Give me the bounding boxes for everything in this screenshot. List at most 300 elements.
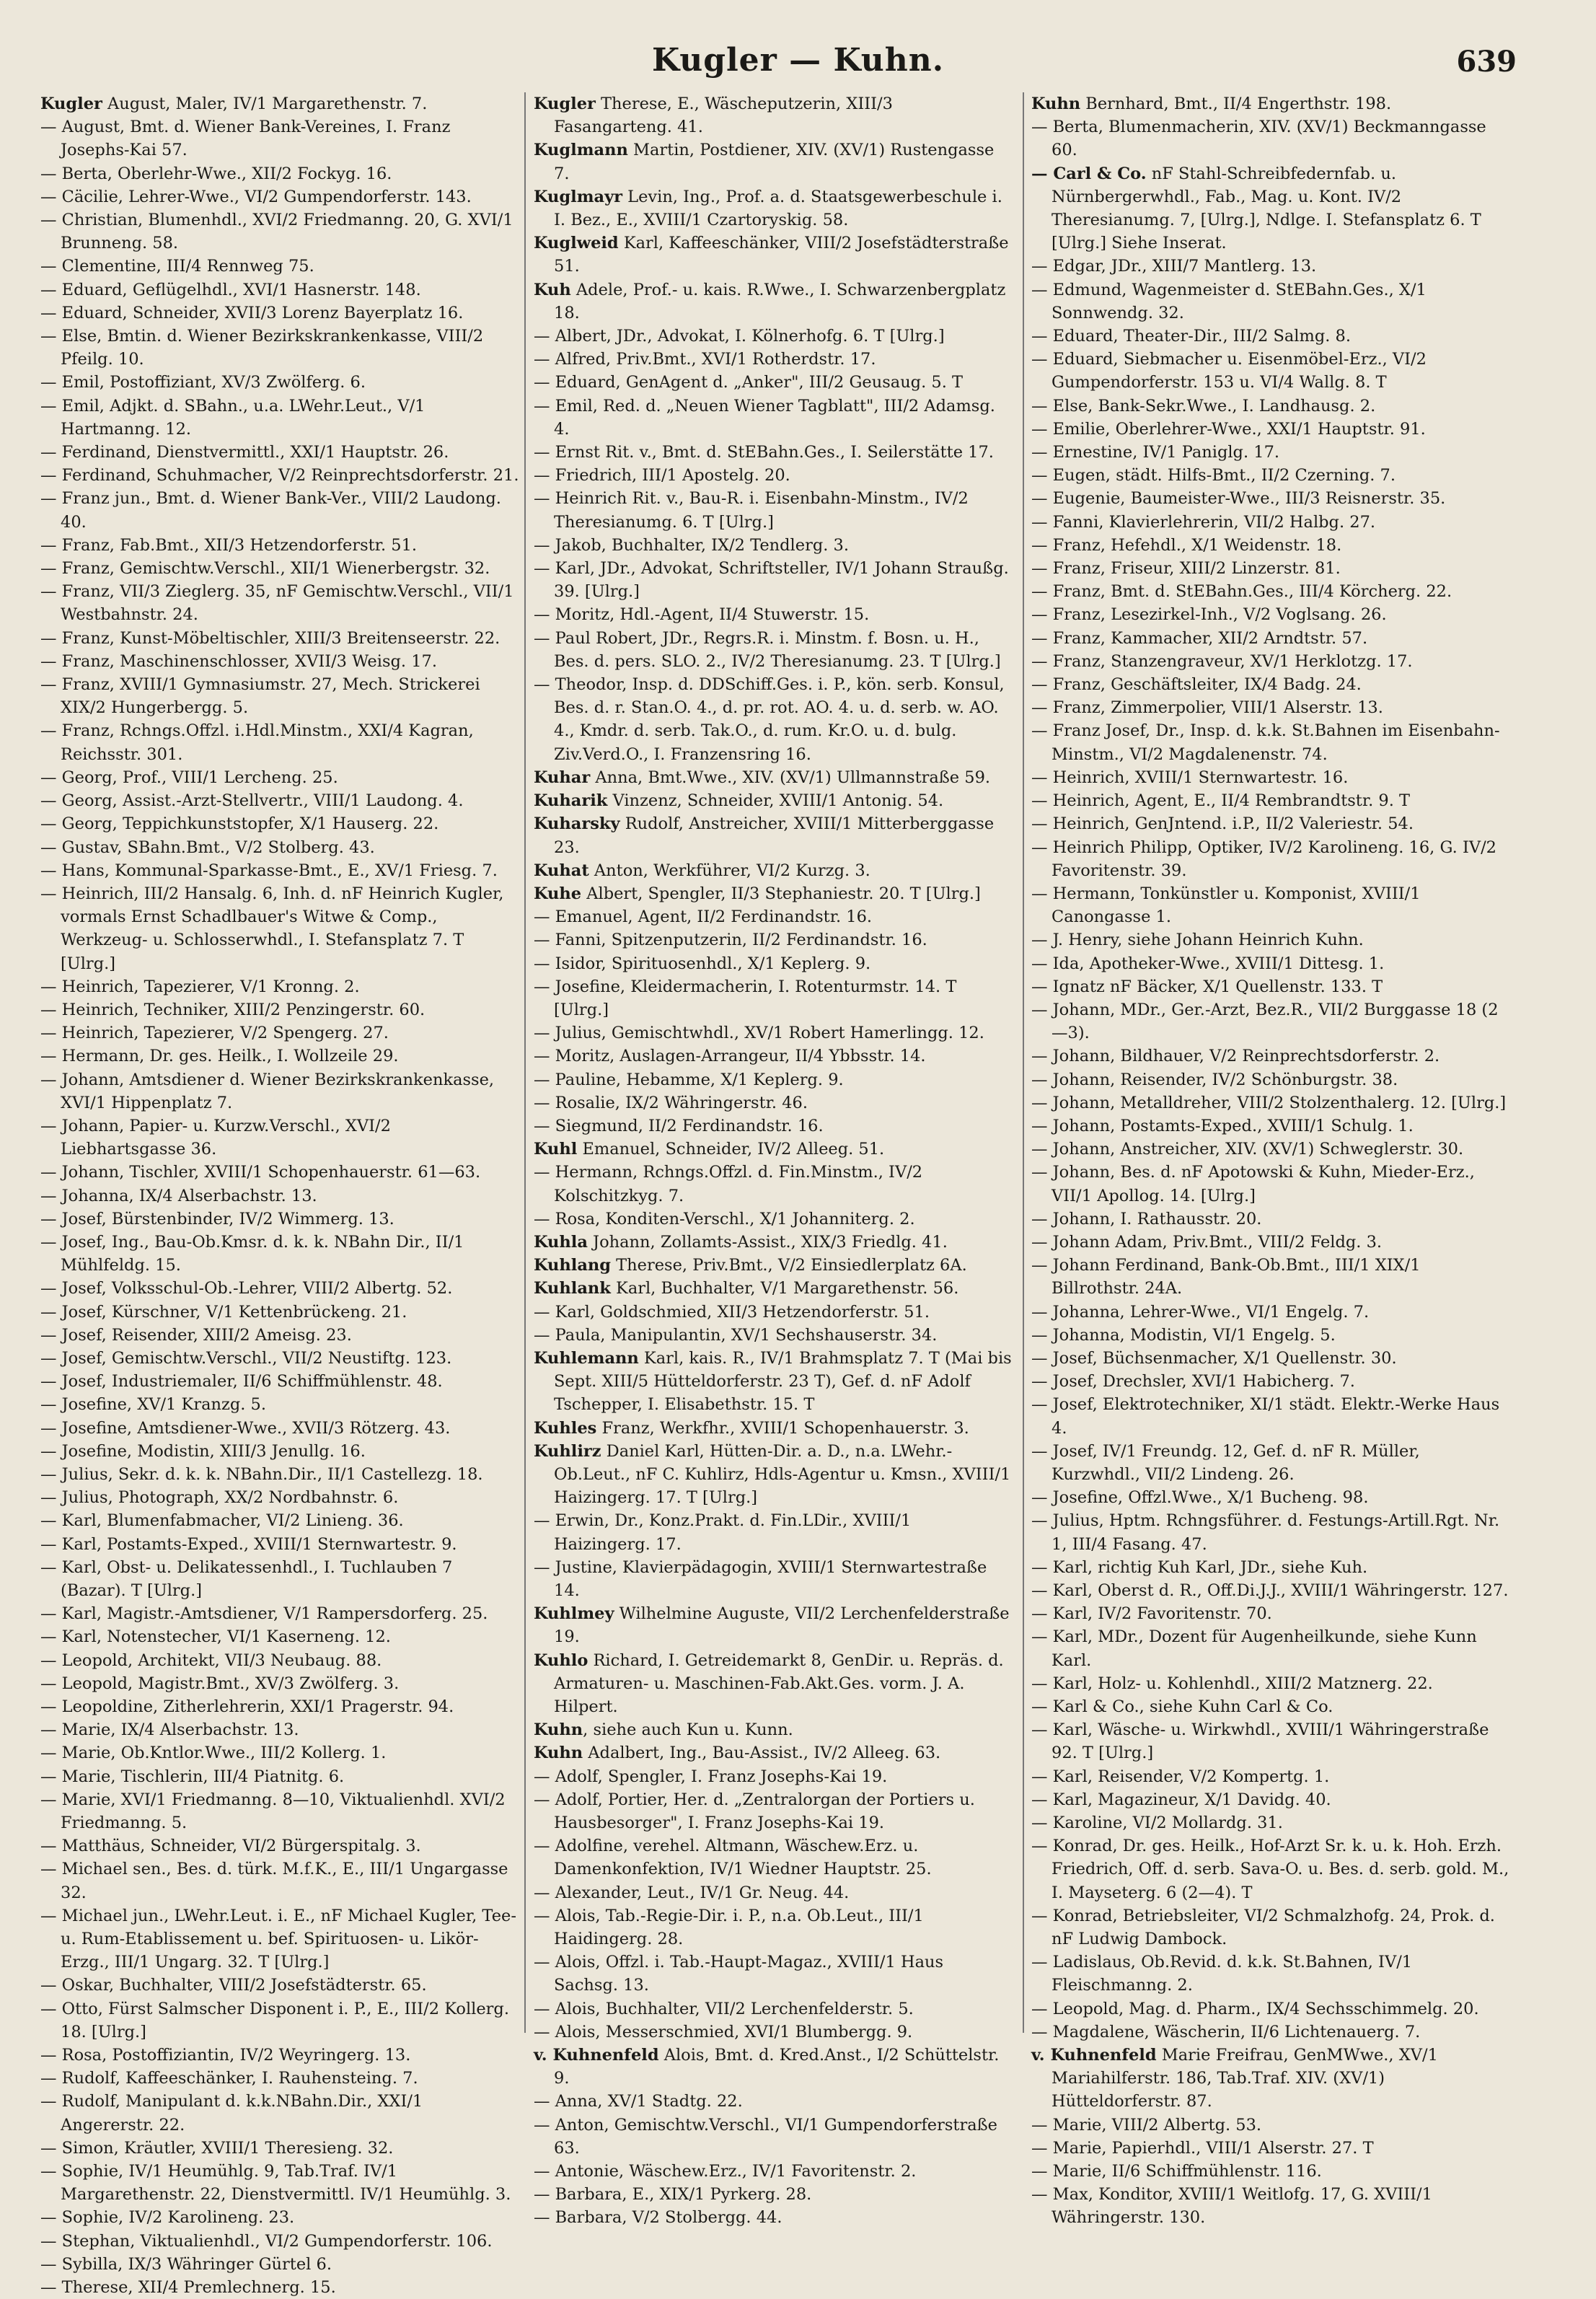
entry-text: — Sophie, IV/2 Karolineng. 23. — [40, 2208, 295, 2228]
entry-text: Adalbert, Ing., Bau-Assist., IV/2 Alleeg. 63. — [583, 1744, 941, 1763]
directory-entry — [534, 2090, 1013, 2113]
directory-entry — [1031, 2044, 1510, 2114]
directory-entry — [40, 162, 519, 185]
entry-text: — Josef, IV/1 Freundg. 12, Gef. d. nF R. Müller, Kurzwhdl., VII/2 Lindeng. 26. — [1031, 1441, 1420, 1484]
directory-entry — [1031, 1254, 1510, 1300]
directory-entry — [40, 278, 519, 302]
directory-entry — [1031, 1579, 1510, 1602]
entry-text: — Gustav, SBahn.Bmt., V/2 Stolberg. 43. — [40, 838, 375, 857]
directory-entry — [1031, 1440, 1510, 1486]
directory-entry — [534, 232, 1013, 278]
entry-text: — Paula, Manipulantin, XV/1 Sechshauserstr. 34. — [534, 1325, 938, 1345]
directory-entry — [534, 859, 1013, 882]
entry-heading: Kuh — [534, 280, 571, 299]
directory-entry — [40, 882, 519, 975]
directory-entry — [1031, 1834, 1510, 1904]
directory-entry — [1031, 975, 1510, 998]
directory-entry — [1031, 441, 1510, 464]
directory-entry — [40, 2230, 519, 2253]
entry-text: — Heinrich, XVIII/1 Sternwartestr. 16. — [1031, 768, 1349, 787]
directory-entry — [1031, 1951, 1510, 1997]
entry-heading: — Carl & Co. — [1031, 164, 1147, 183]
entry-text: — Johanna, Lehrer-Wwe., VI/1 Engelg. 7. — [1031, 1302, 1370, 1322]
entry-text: — Hermann, Tonkünstler u. Komponist, XVIII/1 Canongasse 1. — [1031, 884, 1421, 927]
directory-entry — [40, 1208, 519, 1231]
directory-entry — [1031, 1347, 1510, 1370]
directory-entry — [1031, 1695, 1510, 1718]
directory-entry — [534, 348, 1013, 371]
directory-entry — [534, 1231, 1013, 1254]
directory-entry — [534, 395, 1013, 441]
directory-entry — [534, 1997, 1013, 2021]
entry-text: — Ida, Apotheker-Wwe., XVIII/1 Dittesg. 1. — [1031, 954, 1385, 973]
entry-heading: Kuhlank — [534, 1279, 611, 1298]
directory-entry — [1031, 395, 1510, 418]
directory-entry — [1031, 325, 1510, 348]
directory-entry — [40, 185, 519, 208]
directory-entry — [40, 1858, 519, 1904]
directory-entry — [40, 464, 519, 487]
directory-entry — [40, 1115, 519, 1161]
directory-entry — [534, 1904, 1013, 1951]
entry-text: — Adolfine, verehel. Altmann, Wäschew.Erz. u. Damenkonfektion, IV/1 Wiedner Hauptstr. 25. — [534, 1837, 932, 1879]
directory-entry — [1031, 719, 1510, 765]
column-rule — [1023, 92, 1024, 2033]
directory-entry — [1031, 1115, 1510, 1138]
entry-text: — Barbara, V/2 Stolbergg. 44. — [534, 2208, 782, 2228]
directory-entry — [1031, 627, 1510, 650]
entry-text: — Anton, Gemischtw.Verschl., VI/1 Gumpendorferstraße 63. — [534, 2115, 997, 2158]
directory-entry — [40, 1231, 519, 1277]
entry-heading: v. Kuhnenfeld — [1031, 2046, 1157, 2065]
entry-text: — Johanna, Modistin, VI/1 Engelg. 5. — [1031, 1325, 1336, 1345]
entry-text: — Fanni, Klavierlehrerin, VII/2 Halbg. 27. — [1031, 512, 1376, 532]
entry-text: — Antonie, Wäschew.Erz., IV/1 Favoritenstr. 2. — [534, 2162, 917, 2181]
entry-text: — Marie, IX/4 Alserbachstr. 13. — [40, 1720, 299, 1740]
directory-entry — [1031, 1324, 1510, 1347]
entry-text: Anton, Werkführer, VI/2 Kurzg. 3. — [588, 861, 870, 880]
directory-entry — [1031, 603, 1510, 626]
entry-text: — Georg, Teppichkunststopfer, X/1 Hauserg. 22. — [40, 814, 439, 834]
entry-text: — Karl, Oberst d. R., Off.Di.J.J., XVIII/1 Währingerstr. 127. — [1031, 1581, 1509, 1600]
entry-text: — Else, Bmtin. d. Wiener Bezirkskrankenkasse, VIII/2 Pfeilg. 10. — [40, 327, 484, 369]
directory-entry — [1031, 2021, 1510, 2044]
entry-text: — Karl, Reisender, V/2 Kompertg. 1. — [1031, 1767, 1330, 1786]
directory-entry — [40, 92, 519, 115]
directory-entry — [40, 371, 519, 394]
entry-text: — Josef, Industriemaler, II/6 Schiffmühlenstr. 48. — [40, 1372, 443, 1392]
entry-text: — Hans, Kommunal-Sparkasse-Bmt., E., XV/1 Friesg. 7. — [40, 861, 498, 880]
entry-text: — Ernst Rit. v., Bmt. d. StEBahn.Ges., I. Seilerstätte 17. — [534, 443, 994, 462]
directory-entry — [1031, 1068, 1510, 1091]
entry-text: Wilhelmine Auguste, VII/2 Lerchenfelderstraße 19. — [554, 1604, 1010, 1647]
directory-entry — [534, 1021, 1013, 1045]
directory-entry — [534, 2206, 1013, 2229]
entry-text: — Therese, XII/4 Premlechnerg. 15. — [40, 2278, 336, 2298]
entry-text: — Konrad, Betriebsleiter, VI/2 Schmalzhofg. 24, Prok. d. nF Ludwig Dambock. — [1031, 1906, 1495, 1949]
column-1 — [40, 92, 519, 2299]
entry-text: — Karl, MDr., Dozent für Augenheilkunde, siehe Kunn Karl. — [1031, 1627, 1477, 1670]
entry-text: — Eduard, Geflügelhdl., XVI/1 Hasnerstr. 148. — [40, 280, 421, 299]
entry-text: — Josefine, Offzl.Wwe., X/1 Bucheng. 98. — [1031, 1488, 1369, 1508]
directory-entry — [40, 395, 519, 441]
entry-text: — Johann, Anstreicher, XIV. (XV/1) Schweglerstr. 30. — [1031, 1140, 1464, 1159]
directory-entry — [40, 836, 519, 859]
entry-text: — Josefine, XV/1 Kranzg. 5. — [40, 1395, 267, 1415]
directory-entry — [1031, 1811, 1510, 1834]
entry-text: — Konrad, Dr. ges. Heilk., Hof-Arzt Sr. k. u. k. Hoh. Erzh. Friedrich, Off. d. serb. Sava-O. u. Bes. d. serb. gold. M., I. Mayseterg. 6 (2—4). T — [1031, 1837, 1509, 1902]
directory-entry — [40, 1625, 519, 1648]
directory-entry — [40, 2067, 519, 2090]
entry-text: — Christian, Blumenhdl., XVI/2 Friedmanng. 20, G. XVI/1 Brunneng. 58. — [40, 211, 513, 253]
directory-entry — [1031, 1765, 1510, 1788]
entry-text: — Berta, Blumenmacherin, XIV. (XV/1) Beckmanngasse 60. — [1031, 118, 1486, 160]
entry-text: — Moritz, Auslagen-Arrangeur, II/4 Ybbsstr. 14. — [534, 1047, 926, 1066]
entry-text: — Emil, Red. d. „Neuen Wiener Tagblatt", III/2 Adamsg. 4. — [534, 396, 995, 439]
directory-entry — [1031, 162, 1510, 255]
directory-entry — [1031, 1718, 1510, 1764]
directory-entry — [40, 1393, 519, 1416]
entry-text: — Josef, Elektrotechniker, XI/1 städt. Elektr.-Werke Haus 4. — [1031, 1395, 1500, 1438]
entry-text: — Moritz, Hdl.-Agent, II/4 Stuwerstr. 15. — [534, 605, 870, 625]
entry-text: — Hermann, Dr. ges. Heilk., I. Wollzeile 29. — [40, 1047, 399, 1066]
directory-entry — [40, 1533, 519, 1556]
entry-text: — J. Henry, siehe Johann Heinrich Kuhn. — [1031, 931, 1364, 950]
entry-heading: Kuhlo — [534, 1650, 588, 1670]
entry-text: — Max, Konditor, XVIII/1 Weitlofg. 17, G. XVIII/1 Währingerstr. 130. — [1031, 2185, 1432, 2228]
entry-heading: Kuharik — [534, 791, 608, 811]
directory-entry — [534, 1649, 1013, 1719]
directory-entry — [1031, 255, 1510, 278]
directory-entry — [534, 952, 1013, 975]
directory-entry — [1031, 673, 1510, 696]
entry-text: — Eugenie, Baumeister-Wwe., III/3 Reisnerstr. 35. — [1031, 489, 1446, 509]
directory-entry — [534, 1091, 1013, 1115]
entry-text: — Johann, Bes. d. nF Apotowski & Kuhn, Mieder-Erz., VII/1 Apollog. 14. [Ulrg.] — [1031, 1163, 1475, 1205]
entry-text: — Eugen, städt. Hilfs-Bmt., II/2 Czerning. 7. — [1031, 466, 1396, 485]
entry-heading: Kuglmann — [534, 141, 628, 160]
entry-text: — Josef, Gemischtw.Verschl., VII/2 Neustiftg. 123. — [40, 1348, 452, 1368]
directory-entry — [40, 859, 519, 882]
entry-text: — Heinrich, Agent, E., II/4 Rembrandtstr. 9. T — [1031, 791, 1411, 811]
directory-entry — [534, 325, 1013, 348]
entry-text: Franz, Werkfhr., XVIII/1 Schopenhauerstr. 3. — [596, 1418, 969, 1438]
entry-heading: v. Kuhnenfeld — [534, 2046, 659, 2065]
entry-text: — Franz, Kammacher, XII/2 Arndtstr. 57. — [1031, 628, 1368, 648]
directory-entry — [1031, 1556, 1510, 1579]
directory-entry — [40, 208, 519, 255]
entry-text: — Edmund, Wagenmeister d. StEBahn.Ges., X/1 Sonnwendg. 32. — [1031, 280, 1427, 322]
entry-text: — Marie, II/6 Schiffmühlenstr. 116. — [1031, 2162, 1322, 2181]
entry-text: — Magdalene, Wäscherin, II/6 Lichtenauerg. 7. — [1031, 2022, 1421, 2041]
directory-entry — [534, 464, 1013, 487]
directory-entry — [1031, 557, 1510, 580]
entry-text: — Karl, IV/2 Favoritenstr. 70. — [1031, 1604, 1272, 1624]
entry-text: — Rosalie, IX/2 Währingerstr. 46. — [534, 1093, 808, 1112]
entry-text: — Barbara, E., XIX/1 Pyrkerg. 28. — [534, 2185, 812, 2205]
entry-text: — Franz, Maschinenschlosser, XVII/3 Weisg. 17. — [40, 651, 437, 671]
entry-text: — Emilie, Oberlehrer-Wwe., XXI/1 Hauptstr. 91. — [1031, 419, 1426, 439]
entry-text: — Josef, Drechsler, XVI/1 Habicherg. 7. — [1031, 1372, 1355, 1392]
directory-entry — [40, 1161, 519, 1184]
entry-text: — Emil, Postoffiziant, XV/3 Zwölferg. 6. — [40, 373, 366, 392]
entry-text: — Simon, Kräutler, XVIII/1 Theresieng. 32. — [40, 2138, 394, 2158]
entry-heading: Kugler — [534, 94, 596, 113]
directory-entry — [1031, 696, 1510, 719]
directory-entry — [1031, 789, 1510, 812]
entry-text: — Erwin, Dr., Konz.Prakt. d. Fin.LDir., XVIII/1 Haizingerg. 17. — [534, 1511, 912, 1554]
directory-entry — [534, 1556, 1013, 1602]
entry-text: — Michael sen., Bes. d. türk. M.f.K., E., III/1 Ungargasse 32. — [40, 1860, 508, 1902]
entry-text: — August, Bmt. d. Wiener Bank-Vereines, I. Franz Josephs-Kai 57. — [40, 118, 451, 160]
directory-entry — [40, 1602, 519, 1625]
entry-text: — Franz, VII/3 Zieglerg. 35, nF Gemischtw.Verschl., VII/1 Westbahnstr. 24. — [40, 582, 514, 625]
entry-text: Karl, Buchhalter, V/1 Margarethenstr. 56. — [610, 1279, 959, 1298]
entry-text: — Karl, Postamts-Exped., XVIII/1 Sternwartestr. 9. — [40, 1534, 457, 1554]
entry-text: — Ignatz nF Bäcker, X/1 Quellenstr. 133. T — [1031, 977, 1383, 996]
entry-text: — Josef, Büchsenmacher, X/1 Quellenstr. 30. — [1031, 1348, 1397, 1368]
entry-text: — Karl, JDr., Advokat, Schriftsteller, IV/1 Johann Straußg. 39. [Ulrg.] — [534, 559, 1009, 602]
directory-entry — [40, 1695, 519, 1718]
directory-entry — [534, 1115, 1013, 1138]
entry-text: — Stephan, Viktualienhdl., VI/2 Gumpendorferstr. 106. — [40, 2231, 493, 2251]
entry-text: Martin, Postdiener, XIV. (XV/1) Rustengasse 7. — [554, 141, 995, 183]
directory-entry — [1031, 650, 1510, 673]
directory-entry — [1031, 1672, 1510, 1695]
entry-text: — Josefine, Kleidermacherin, I. Rotenturmstr. 14. T [Ulrg.] — [534, 977, 957, 1019]
entry-text: — Georg, Prof., VIII/1 Lercheng. 25. — [40, 768, 338, 787]
entry-text: — Rudolf, Kaffeeschänker, I. Rauhensteing. 7. — [40, 2069, 418, 2088]
entry-text: — Rosa, Konditen-Verschl., X/1 Johanniterg. 2. — [534, 1209, 915, 1228]
entry-text: — Franz, Fab.Bmt., XII/3 Hetzendorferstr. 51. — [40, 535, 418, 555]
entry-text: — Jakob, Buchhalter, IX/2 Tendlerg. 3. — [534, 535, 850, 555]
directory-entry — [40, 441, 519, 464]
directory-entry — [40, 1672, 519, 1695]
entry-text: — Ernestine, IV/1 Paniglg. 17. — [1031, 443, 1280, 462]
entry-text: Johann, Zollamts-Assist., XIX/3 Friedlg. 41. — [587, 1232, 948, 1252]
directory-entry — [40, 2044, 519, 2067]
directory-entry — [534, 1301, 1013, 1324]
directory-entry — [1031, 487, 1510, 510]
directory-entry — [1031, 115, 1510, 162]
entry-text: — Johann, MDr., Ger.-Arzt, Bez.R., VII/2 Burggasse 18 (2—3). — [1031, 1000, 1499, 1043]
directory-entry — [40, 975, 519, 998]
entry-text: — Josef, Bürstenbinder, IV/2 Wimmerg. 13. — [40, 1209, 394, 1228]
entry-text: — Julius, Sekr. d. k. k. NBahn.Dir., II/1 Castellezg. 18. — [40, 1464, 483, 1484]
directory-entry — [40, 1021, 519, 1045]
directory-entry — [40, 812, 519, 835]
entry-heading: Kuhn — [1031, 94, 1081, 113]
directory-entry — [534, 1788, 1013, 1834]
directory-entry — [534, 789, 1013, 812]
entry-text: — Heinrich, Techniker, XIII/2 Penzingerstr. 60. — [40, 1000, 426, 1019]
entry-text: — Karoline, VI/2 Mollardg. 31. — [1031, 1814, 1283, 1833]
entry-text: Bernhard, Bmt., II/4 Engerthstr. 198. — [1080, 94, 1392, 113]
directory-entry — [40, 1463, 519, 1486]
directory-entry — [1031, 1602, 1510, 1625]
entry-text: — Heinrich Rit. v., Bau-R. i. Eisenbahn-Minstm., IV/2 Theresianumg. 6. T [Ulrg.] — [534, 489, 969, 532]
entry-text: — Ferdinand, Schuhmacher, V/2 Reinprechtsdorferstr. 21. — [40, 466, 519, 485]
entry-text: — Franz, Kunst-Möbeltischler, XIII/3 Breitenseerstr. 22. — [40, 628, 501, 648]
entry-text: — Leopold, Magistr.Bmt., XV/3 Zwölferg. 3. — [40, 1674, 400, 1693]
entry-text: — Johann, Reisender, IV/2 Schönburgstr. 38. — [1031, 1070, 1398, 1089]
entry-heading: Kuglweid — [534, 234, 619, 253]
entry-text: — Anna, XV/1 Stadtg. 22. — [534, 2092, 743, 2111]
directory-entry — [1031, 1045, 1510, 1068]
directory-entry — [1031, 534, 1510, 557]
directory-entry — [534, 1161, 1013, 1207]
directory-entry — [40, 1509, 519, 1532]
directory-entry — [534, 2114, 1013, 2160]
directory-entry — [534, 2044, 1013, 2090]
directory-entry — [534, 534, 1013, 557]
directory-entry — [1031, 2137, 1510, 2160]
entry-text: — Alois, Offzl. i. Tab.-Haupt-Magaz., XVIII/1 Haus Sachsg. 13. — [534, 1953, 944, 1995]
directory-entry — [1031, 1904, 1510, 1951]
directory-entry — [534, 1324, 1013, 1347]
directory-entry — [40, 2137, 519, 2160]
directory-entry — [40, 673, 519, 719]
directory-entry — [534, 278, 1013, 325]
directory-entry — [1031, 348, 1510, 394]
directory-entry — [1031, 464, 1510, 487]
directory-entry — [40, 1556, 519, 1602]
entry-text: Alois, Bmt. d. Kred.Anst., I/2 Schüttelstr. 9. — [554, 2046, 1000, 2088]
directory-entry — [1031, 92, 1510, 115]
directory-entry — [534, 673, 1013, 766]
directory-entry — [534, 812, 1013, 858]
directory-entry — [534, 1347, 1013, 1417]
directory-entry — [40, 2206, 519, 2229]
entry-text: — Emanuel, Agent, II/2 Ferdinandstr. 16. — [534, 907, 873, 927]
entry-text: — Eduard, Theater-Dir., III/2 Salmg. 8. — [1031, 327, 1352, 346]
directory-entry — [534, 1068, 1013, 1091]
entry-heading: Kuhe — [534, 884, 582, 903]
entry-text: August, Maler, IV/1 Margarethenstr. 7. — [102, 94, 428, 113]
column-2 — [534, 92, 1013, 2230]
directory-entry — [40, 255, 519, 278]
entry-text: — Franz, XVIII/1 Gymnasiumstr. 27, Mech. Strickerei XIX/2 Hungerbergg. 5. — [40, 675, 480, 718]
entry-text: — Karl & Co., siehe Kuhn Carl & Co. — [1031, 1697, 1333, 1717]
entry-heading: Kuhat — [534, 861, 589, 880]
directory-entry — [40, 1788, 519, 1834]
entry-text: — Eduard, GenAgent d. „Anker", III/2 Geusaug. 5. T — [534, 373, 964, 392]
directory-entry — [1031, 1091, 1510, 1115]
entry-text: — Marie, VIII/2 Albertg. 53. — [1031, 2115, 1262, 2135]
entry-text: — Clementine, III/4 Rennweg 75. — [40, 257, 314, 276]
entry-text: — Julius, Photograph, XX/2 Nordbahnstr. 6. — [40, 1488, 399, 1508]
entry-text: — Josefine, Modistin, XIII/3 Jenullg. 16. — [40, 1441, 366, 1461]
directory-entry — [40, 1486, 519, 1509]
entry-text: — Josef, Reisender, XIII/2 Ameisg. 23. — [40, 1325, 352, 1345]
entry-text: — Johann Ferdinand, Bank-Ob.Bmt., III/1 XIX/1 Billrothstr. 24A. — [1031, 1256, 1421, 1298]
entry-text: — Eduard, Schneider, XVII/3 Lorenz Bayerplatz 16. — [40, 303, 464, 322]
entry-text: — Leopoldine, Zitherlehrerin, XXI/1 Pragerstr. 94. — [40, 1697, 454, 1717]
entry-text: — Franz, Zimmerpolier, VIII/1 Alserstr. 13. — [1031, 698, 1383, 718]
entry-text: Karl, Kaffeeschänker, VIII/2 Josefstädterstraße 51. — [554, 234, 1009, 276]
entry-text: — Johann Adam, Priv.Bmt., VIII/2 Feldg. 3. — [1031, 1232, 1383, 1252]
entry-heading: Kuhl — [534, 1140, 578, 1159]
entry-text: — Oskar, Buchhalter, VIII/2 Josefstädterstr. 65. — [40, 1976, 427, 1995]
directory-entry — [534, 928, 1013, 951]
directory-entry — [40, 1974, 519, 1997]
entry-text: — Alois, Buchhalter, VII/2 Lerchenfelderstr. 5. — [534, 1999, 914, 2018]
entry-text: Emanuel, Schneider, IV/2 Alleeg. 51. — [577, 1140, 885, 1159]
directory-entry — [1031, 882, 1510, 928]
directory-entry — [534, 139, 1013, 185]
entry-text: — Heinrich, Tapezierer, V/2 Spengerg. 27. — [40, 1024, 389, 1043]
directory-entry — [534, 2021, 1013, 2044]
directory-entry — [1031, 998, 1510, 1045]
entry-text: — Pauline, Hebamme, X/1 Keplerg. 9. — [534, 1070, 844, 1089]
entry-text: — Berta, Oberlehr-Wwe., XII/2 Fockyg. 16. — [40, 164, 392, 183]
entry-text: — Josef, Volksschul-Ob.-Lehrer, VIII/2 Albertg. 52. — [40, 1279, 453, 1298]
directory-entry — [40, 115, 519, 162]
directory-entry — [534, 1417, 1013, 1440]
column-rule — [524, 92, 526, 2033]
entry-text: — Friedrich, III/1 Apostelg. 20. — [534, 466, 790, 485]
directory-entry — [1031, 1161, 1510, 1207]
entry-text: Levin, Ing., Prof. a. d. Staatsgewerbeschule i. I. Bez., E., XVIII/1 Czartoryskig. 58. — [554, 187, 1002, 230]
directory-entry — [534, 1138, 1013, 1161]
directory-entry — [1031, 1208, 1510, 1231]
entry-text: — Johann, Postamts-Exped., XVIII/1 Schulg. 1. — [1031, 1116, 1414, 1135]
entry-text: — Leopold, Architekt, VII/3 Neubaug. 88. — [40, 1650, 382, 1670]
entry-text: — Alois, Tab.-Regie-Dir. i. P., n.a. Ob.Leut., III/1 Haidingerg. 28. — [534, 1906, 924, 1949]
directory-entry — [1031, 836, 1510, 882]
directory-entry — [534, 1765, 1013, 1788]
directory-entry — [1031, 1997, 1510, 2021]
entry-text: — Karl, Holz- u. Kohlenhdl., XIII/2 Matznerg. 22. — [1031, 1674, 1433, 1693]
entry-text: — Edgar, JDr., XIII/7 Mantlerg. 13. — [1031, 257, 1317, 276]
entry-text: Marie Freifrau, GenMWwe., XV/1 Mariahilferstr. 186, Tab.Traf. XIV. (XV/1) Hütteldorferstr. 87. — [1051, 2046, 1438, 2111]
directory-entry — [40, 1741, 519, 1764]
entry-text: — Johann, Metalldreher, VIII/2 Stolzenthalerg. 12. [Ulrg.] — [1031, 1093, 1507, 1112]
directory-entry — [40, 627, 519, 650]
entry-text: — Siegmund, II/2 Ferdinandstr. 16. — [534, 1116, 824, 1135]
entry-text: — Franz, Gemischtw.Verschl., XII/1 Wienerbergstr. 32. — [40, 559, 490, 579]
entry-text: — Johann, Bildhauer, V/2 Reinprechtsdorferstr. 2. — [1031, 1047, 1440, 1066]
entry-text: — Franz, Hefehdl., X/1 Weidenstr. 18. — [1031, 535, 1342, 555]
directory-entry — [534, 557, 1013, 603]
entry-heading: Kuhla — [534, 1232, 588, 1252]
entry-text: — Marie, Ob.Kntlor.Wwe., III/2 Kollerg. 1. — [40, 1744, 387, 1763]
entry-text: — Marie, Papierhdl., VIII/1 Alserstr. 27. T — [1031, 2138, 1374, 2158]
entry-text: — Franz jun., Bmt. d. Wiener Bank-Ver., VIII/2 Laudong. 40. — [40, 489, 501, 532]
page-title: Kugler — Kuhn. — [651, 42, 945, 79]
entry-text: nF Stahl-Schreibfedernfab. u. Nürnbergerwhdl., Fab., Mag. u. Kont. IV/2 Theresianumg. 7, [Ulrg.], Ndlge. I. Stefansplatz 6. T [Ulrg.] Siehe Inserat. — [1051, 164, 1481, 253]
directory-entry — [1031, 928, 1510, 951]
directory-entry — [1031, 1509, 1510, 1555]
entry-text: — Franz, Friseur, XIII/2 Linzerstr. 81. — [1031, 559, 1341, 579]
directory-entry — [40, 2253, 519, 2276]
directory-entry — [1031, 1393, 1510, 1439]
directory-entry — [40, 1440, 519, 1463]
directory-entry — [1031, 2114, 1510, 2137]
directory-entry — [40, 2090, 519, 2136]
directory-entry — [1031, 1625, 1510, 1671]
directory-entry — [40, 1904, 519, 1974]
directory-entry — [534, 1208, 1013, 1231]
entry-text: — Franz Josef, Dr., Insp. d. k.k. St.Bahnen im Eisenbahn-Minstm., VI/2 Magdalenenstr. 74. — [1031, 721, 1500, 764]
entry-text: Therese, E., Wäscheputzerin, XIII/3 Fasangarteng. 41. — [554, 94, 893, 137]
directory-entry — [534, 1440, 1013, 1510]
entry-text: — Heinrich, III/2 Hansalg. 6, Inh. d. nF Heinrich Kugler, vormals Ernst Schadlbauer's Witwe & Comp., Werkzeug- u. Schlosserwhdl., I. Stefansplatz 7. T [Ulrg.] — [40, 884, 504, 973]
entry-text: — Johann, I. Rathausstr. 20. — [1031, 1209, 1262, 1228]
directory-entry — [40, 487, 519, 533]
entry-text: — Johann, Tischler, XVIII/1 Schopenhauerstr. 61—63. — [40, 1163, 481, 1182]
entry-text: — Karl, Obst- u. Delikatessenhdl., I. Tuchlauben 7 (Bazar). T [Ulrg.] — [40, 1557, 453, 1600]
